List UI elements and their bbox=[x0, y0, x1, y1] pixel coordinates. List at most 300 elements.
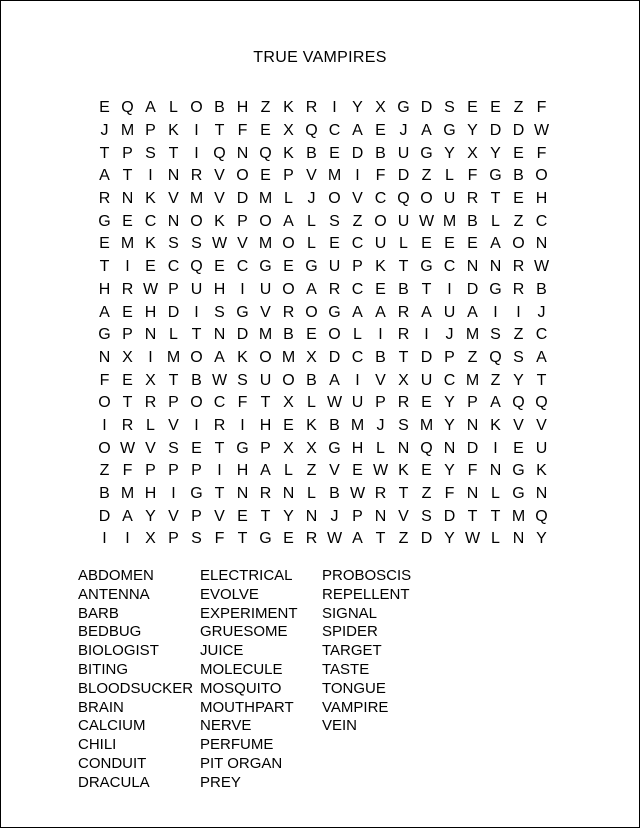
grid-letter: Q bbox=[512, 394, 525, 412]
grid-letter: Y bbox=[352, 99, 363, 117]
grid-letter: Z bbox=[352, 212, 363, 230]
grid-letter: R bbox=[397, 303, 410, 321]
grid-letter: T bbox=[260, 394, 271, 412]
grid-letter: L bbox=[399, 235, 408, 253]
grid-row bbox=[93, 324, 553, 347]
grid-letter: B bbox=[513, 167, 524, 185]
grid-letter: G bbox=[98, 212, 111, 230]
grid-letter: H bbox=[98, 280, 111, 298]
grid-letter: W bbox=[142, 280, 159, 298]
grid-letter: Q bbox=[397, 190, 410, 208]
grid-letter: R bbox=[512, 280, 525, 298]
grid-letter: O bbox=[420, 190, 433, 208]
puzzle-title: TRUE VAMPIRES bbox=[253, 49, 387, 66]
grid-letter: S bbox=[191, 530, 202, 548]
grid-letter: D bbox=[420, 348, 433, 366]
grid-letter: Q bbox=[190, 258, 203, 276]
word-list-item: CHILI bbox=[78, 736, 117, 754]
grid-letter: U bbox=[259, 371, 272, 389]
word-list-item: BITING bbox=[78, 660, 129, 678]
grid-letter: S bbox=[513, 348, 524, 366]
grid-letter: O bbox=[305, 303, 318, 321]
grid-letter: L bbox=[307, 235, 316, 253]
grid-letter: W bbox=[211, 371, 228, 389]
grid-letter: P bbox=[283, 167, 294, 185]
grid-letter: I bbox=[355, 167, 360, 185]
grid-letter: N bbox=[466, 485, 479, 503]
grid-letter: S bbox=[237, 371, 248, 389]
grid-letter: N bbox=[305, 507, 318, 525]
grid-letter: P bbox=[237, 212, 248, 230]
grid-letter: Q bbox=[489, 348, 502, 366]
grid-letter: F bbox=[237, 394, 248, 412]
grid-letter: I bbox=[102, 530, 107, 548]
grid-letter: A bbox=[99, 167, 110, 185]
grid-letter: B bbox=[99, 485, 110, 503]
grid-letter: C bbox=[236, 258, 249, 276]
grid-letter: S bbox=[329, 212, 340, 230]
grid-letter: D bbox=[98, 507, 111, 525]
grid-row bbox=[93, 347, 553, 370]
grid-letter: T bbox=[214, 485, 225, 503]
grid-row bbox=[93, 460, 553, 483]
grid-row bbox=[93, 233, 553, 256]
grid-letter: E bbox=[191, 439, 202, 457]
grid-letter: I bbox=[171, 485, 176, 503]
grid-letter: B bbox=[329, 416, 340, 434]
grid-letter: I bbox=[194, 303, 199, 321]
grid-letter: E bbox=[329, 144, 340, 162]
grid-letter: C bbox=[351, 280, 364, 298]
grid-letter: G bbox=[420, 258, 433, 276]
grid-letter: Y bbox=[467, 122, 478, 140]
grid-letter: N bbox=[374, 507, 387, 525]
grid-letter: T bbox=[421, 280, 432, 298]
grid-letter: C bbox=[213, 394, 226, 412]
grid-letter: U bbox=[443, 303, 456, 321]
word-list-item: EXPERIMENT bbox=[200, 604, 298, 622]
grid-letter: O bbox=[190, 348, 203, 366]
grid-letter: O bbox=[259, 348, 272, 366]
grid-row bbox=[93, 97, 553, 120]
grid-row bbox=[93, 256, 553, 279]
grid-letter: O bbox=[282, 235, 295, 253]
grid-letter: J bbox=[399, 122, 408, 140]
grid-letter: P bbox=[352, 507, 363, 525]
grid-row bbox=[93, 120, 553, 143]
grid-letter: D bbox=[236, 190, 249, 208]
grid-letter: I bbox=[125, 258, 130, 276]
grid-letter: D bbox=[466, 280, 479, 298]
grid-letter: T bbox=[168, 371, 179, 389]
grid-letter: E bbox=[375, 122, 386, 140]
grid-letter: P bbox=[122, 144, 133, 162]
grid-letter: I bbox=[332, 99, 337, 117]
grid-letter: P bbox=[260, 439, 271, 457]
grid-row bbox=[93, 415, 553, 438]
grid-letter: C bbox=[328, 122, 341, 140]
grid-letter: L bbox=[146, 416, 155, 434]
word-list-item: TARGET bbox=[322, 642, 382, 660]
word-list-item: BLOODSUCKER bbox=[78, 679, 194, 697]
grid-letter: K bbox=[490, 416, 501, 434]
grid-letter: E bbox=[260, 122, 271, 140]
grid-letter: M bbox=[511, 507, 526, 525]
grid-letter: K bbox=[145, 190, 156, 208]
grid-letter: Y bbox=[283, 507, 294, 525]
grid-letter: A bbox=[352, 303, 363, 321]
grid-letter: Y bbox=[444, 394, 455, 412]
grid-letter: B bbox=[306, 371, 317, 389]
grid-letter: D bbox=[236, 326, 249, 344]
grid-letter: S bbox=[168, 439, 179, 457]
grid-letter: E bbox=[375, 280, 386, 298]
grid-letter: M bbox=[258, 190, 273, 208]
grid-letter: H bbox=[351, 439, 364, 457]
grid-letter: M bbox=[120, 122, 135, 140]
grid-letter: Q bbox=[121, 99, 134, 117]
grid-letter: M bbox=[442, 212, 457, 230]
grid-letter: L bbox=[307, 394, 316, 412]
grid-letter: T bbox=[398, 485, 409, 503]
grid-row bbox=[93, 210, 553, 233]
word-list-item: SPIDER bbox=[322, 623, 378, 641]
grid-letter: K bbox=[375, 258, 386, 276]
grid-letter: E bbox=[306, 326, 317, 344]
grid-letter: I bbox=[102, 416, 107, 434]
grid-letter: W bbox=[464, 530, 481, 548]
grid-letter: B bbox=[191, 371, 202, 389]
grid-letter: L bbox=[445, 167, 454, 185]
grid-letter: B bbox=[214, 99, 225, 117]
grid-letter: N bbox=[535, 485, 548, 503]
grid-letter: C bbox=[374, 190, 387, 208]
grid-letter: Y bbox=[444, 416, 455, 434]
grid-letter: A bbox=[306, 280, 317, 298]
grid-letter: A bbox=[490, 394, 501, 412]
grid-letter: G bbox=[259, 530, 272, 548]
grid-letter: U bbox=[351, 394, 364, 412]
grid-letter: T bbox=[467, 507, 478, 525]
word-list-item: BEDBUG bbox=[78, 623, 142, 641]
grid-row bbox=[93, 188, 553, 211]
grid-letter: N bbox=[167, 212, 180, 230]
grid-letter: N bbox=[466, 258, 479, 276]
grid-letter: Q bbox=[213, 144, 226, 162]
grid-letter: O bbox=[190, 212, 203, 230]
grid-letter: P bbox=[467, 394, 478, 412]
grid-letter: F bbox=[214, 530, 225, 548]
grid-letter: F bbox=[237, 122, 248, 140]
grid-letter: L bbox=[491, 530, 500, 548]
grid-letter: M bbox=[258, 326, 273, 344]
grid-letter: V bbox=[237, 235, 248, 253]
grid-letter: E bbox=[329, 235, 340, 253]
grid-letter: G bbox=[489, 280, 502, 298]
grid-letter: R bbox=[397, 326, 410, 344]
grid-letter: M bbox=[258, 235, 273, 253]
grid-letter: W bbox=[418, 212, 435, 230]
grid-letter: I bbox=[217, 462, 222, 480]
word-list-item: SIGNAL bbox=[322, 604, 378, 622]
word-list-item: TONGUE bbox=[322, 679, 386, 697]
grid-letter: U bbox=[328, 258, 341, 276]
grid-letter: Y bbox=[513, 371, 524, 389]
grid-letter: L bbox=[491, 485, 500, 503]
grid-letter: I bbox=[424, 326, 429, 344]
word-list-item: ELECTRICAL bbox=[200, 567, 293, 584]
grid-row bbox=[93, 165, 553, 188]
grid-letter: E bbox=[237, 507, 248, 525]
grid-letter: N bbox=[121, 190, 134, 208]
grid-letter: M bbox=[465, 326, 480, 344]
grid-letter: U bbox=[259, 280, 272, 298]
grid-letter: E bbox=[352, 462, 363, 480]
grid-letter: F bbox=[444, 485, 455, 503]
grid-letter: Y bbox=[444, 144, 455, 162]
grid-letter: D bbox=[443, 507, 456, 525]
grid-row bbox=[93, 279, 553, 302]
grid-letter: R bbox=[305, 99, 318, 117]
grid-letter: V bbox=[168, 190, 179, 208]
grid-letter: V bbox=[214, 190, 225, 208]
word-list-item: ABDOMEN bbox=[78, 567, 154, 584]
grid-letter: O bbox=[328, 326, 341, 344]
grid-letter: V bbox=[214, 507, 225, 525]
grid-letter: W bbox=[372, 462, 389, 480]
grid-letter: B bbox=[283, 326, 294, 344]
grid-letter: N bbox=[213, 326, 226, 344]
grid-letter: U bbox=[374, 235, 387, 253]
grid-letter: P bbox=[145, 462, 156, 480]
grid-letter: A bbox=[421, 122, 432, 140]
grid-letter: W bbox=[211, 235, 228, 253]
grid-letter: L bbox=[169, 99, 178, 117]
grid-letter: T bbox=[168, 144, 179, 162]
grid-letter: E bbox=[283, 416, 294, 434]
grid-row bbox=[93, 528, 553, 551]
grid-letter: F bbox=[536, 99, 547, 117]
grid-letter: E bbox=[260, 167, 271, 185]
word-list-item: REPELLENT bbox=[322, 585, 410, 603]
grid-letter: J bbox=[537, 303, 546, 321]
grid-letter: U bbox=[397, 212, 410, 230]
grid-letter: F bbox=[536, 144, 547, 162]
word-list-item: BRAIN bbox=[78, 698, 124, 716]
grid-letter: N bbox=[512, 530, 525, 548]
grid-letter: H bbox=[144, 485, 157, 503]
grid-letter: T bbox=[260, 507, 271, 525]
grid-letter: D bbox=[397, 167, 410, 185]
grid-letter: W bbox=[326, 530, 343, 548]
grid-letter: M bbox=[350, 416, 365, 434]
grid-letter: Q bbox=[259, 144, 272, 162]
grid-letter: G bbox=[512, 485, 525, 503]
grid-row bbox=[93, 392, 553, 415]
grid-letter: P bbox=[145, 122, 156, 140]
grid-letter: T bbox=[99, 258, 110, 276]
grid-letter: S bbox=[444, 99, 455, 117]
grid-letter: A bbox=[467, 303, 478, 321]
grid-letter: I bbox=[516, 303, 521, 321]
grid-row bbox=[93, 437, 553, 460]
grid-letter: I bbox=[240, 416, 245, 434]
grid-letter: E bbox=[467, 235, 478, 253]
grid-letter: E bbox=[99, 235, 110, 253]
grid-letter: L bbox=[353, 326, 362, 344]
word-list-item: PROBOSCIS bbox=[322, 567, 412, 584]
grid-letter: U bbox=[535, 439, 548, 457]
grid-letter: V bbox=[145, 439, 156, 457]
grid-letter: U bbox=[397, 144, 410, 162]
grid-letter: R bbox=[259, 485, 272, 503]
grid-letter: P bbox=[122, 326, 133, 344]
grid-letter: I bbox=[148, 348, 153, 366]
grid-letter: G bbox=[305, 258, 318, 276]
grid-letter: Z bbox=[513, 99, 524, 117]
grid-letter: V bbox=[375, 371, 386, 389]
grid-letter: N bbox=[167, 167, 180, 185]
grid-letter: P bbox=[168, 530, 179, 548]
grid-letter: P bbox=[168, 462, 179, 480]
grid-letter: O bbox=[374, 212, 387, 230]
grid-letter: E bbox=[283, 530, 294, 548]
grid-letter: Y bbox=[444, 530, 455, 548]
grid-letter: V bbox=[306, 167, 317, 185]
word-list-item: MOSQUITO bbox=[200, 679, 282, 697]
word-list-item: EVOLVE bbox=[200, 585, 259, 603]
grid-letter: F bbox=[99, 371, 110, 389]
grid-letter: V bbox=[168, 507, 179, 525]
grid-letter: A bbox=[329, 371, 340, 389]
grid-letter: J bbox=[376, 416, 385, 434]
grid-letter: A bbox=[421, 303, 432, 321]
grid-letter: T bbox=[191, 326, 202, 344]
grid-letter: G bbox=[328, 303, 341, 321]
grid-letter: O bbox=[236, 167, 249, 185]
grid-letter: O bbox=[535, 167, 548, 185]
grid-letter: R bbox=[466, 190, 479, 208]
grid-letter: T bbox=[536, 371, 547, 389]
grid-letter: V bbox=[352, 190, 363, 208]
grid-letter: F bbox=[467, 167, 478, 185]
grid-letter: C bbox=[443, 371, 456, 389]
grid-letter: A bbox=[375, 303, 386, 321]
grid-letter: G bbox=[259, 258, 272, 276]
grid-letter: L bbox=[169, 326, 178, 344]
grid-letter: X bbox=[283, 439, 294, 457]
grid-letter: T bbox=[490, 190, 501, 208]
grid-letter: Z bbox=[513, 212, 524, 230]
grid-letter: Y bbox=[145, 507, 156, 525]
grid-letter: E bbox=[444, 235, 455, 253]
grid-letter: S bbox=[191, 235, 202, 253]
grid-letter: K bbox=[237, 348, 248, 366]
grid-letter: P bbox=[191, 462, 202, 480]
grid-letter: K bbox=[168, 122, 179, 140]
grid-letter: K bbox=[306, 416, 317, 434]
grid-letter: V bbox=[214, 167, 225, 185]
word-list-item: BARB bbox=[78, 604, 119, 622]
word-column bbox=[78, 567, 200, 793]
grid-letter: E bbox=[513, 144, 524, 162]
grid-letter: N bbox=[535, 235, 548, 253]
grid-letter: Z bbox=[467, 348, 478, 366]
grid-letter: Q bbox=[535, 507, 548, 525]
word-list-item: TASTE bbox=[322, 660, 370, 678]
grid-letter: S bbox=[145, 144, 156, 162]
grid-letter: J bbox=[100, 122, 109, 140]
letter-grid bbox=[93, 97, 553, 551]
grid-letter: N bbox=[98, 348, 111, 366]
grid-letter: E bbox=[513, 190, 524, 208]
grid-letter: L bbox=[307, 485, 316, 503]
grid-letter: W bbox=[119, 439, 136, 457]
grid-letter: I bbox=[240, 280, 245, 298]
grid-letter: K bbox=[536, 462, 547, 480]
grid-letter: D bbox=[328, 348, 341, 366]
grid-letter: G bbox=[397, 99, 410, 117]
grid-letter: X bbox=[306, 439, 317, 457]
grid-letter: P bbox=[375, 394, 386, 412]
grid-letter: K bbox=[145, 235, 156, 253]
grid-letter: T bbox=[214, 122, 225, 140]
grid-letter: O bbox=[98, 439, 111, 457]
grid-letter: A bbox=[122, 507, 133, 525]
grid-letter: C bbox=[351, 235, 364, 253]
word-list-item: MOLECULE bbox=[200, 660, 283, 678]
word-list-item: BIOLOGIST bbox=[78, 642, 159, 660]
grid-letter: G bbox=[236, 439, 249, 457]
grid-letter: H bbox=[236, 99, 249, 117]
grid-letter: Z bbox=[99, 462, 110, 480]
grid-letter: S bbox=[421, 507, 432, 525]
grid-letter: G bbox=[512, 462, 525, 480]
grid-letter: X bbox=[122, 348, 133, 366]
grid-letter: M bbox=[419, 416, 434, 434]
grid-letter: E bbox=[421, 394, 432, 412]
grid-letter: A bbox=[536, 348, 547, 366]
grid-letter: L bbox=[491, 212, 500, 230]
grid-letter: G bbox=[420, 144, 433, 162]
grid-letter: J bbox=[330, 507, 339, 525]
grid-letter: S bbox=[214, 303, 225, 321]
grid-letter: K bbox=[283, 144, 294, 162]
grid-letter: A bbox=[283, 212, 294, 230]
word-list-item: DRACULA bbox=[78, 773, 150, 791]
grid-letter: E bbox=[99, 99, 110, 117]
grid-letter: N bbox=[443, 439, 456, 457]
grid-letter: Z bbox=[421, 167, 432, 185]
grid-letter: E bbox=[283, 258, 294, 276]
grid-letter: L bbox=[284, 462, 293, 480]
grid-letter: F bbox=[467, 462, 478, 480]
grid-letter: T bbox=[99, 144, 110, 162]
grid-letter: P bbox=[444, 348, 455, 366]
word-list bbox=[78, 567, 452, 793]
grid-letter: A bbox=[145, 99, 156, 117]
grid-letter: T bbox=[375, 530, 386, 548]
grid-row bbox=[93, 301, 553, 324]
grid-letter: D bbox=[351, 144, 364, 162]
grid-letter: Q bbox=[535, 394, 548, 412]
grid-letter: R bbox=[121, 280, 134, 298]
grid-letter: U bbox=[190, 280, 203, 298]
grid-letter: V bbox=[168, 416, 179, 434]
grid-letter: M bbox=[166, 348, 181, 366]
grid-letter: I bbox=[355, 371, 360, 389]
grid-letter: D bbox=[167, 303, 180, 321]
